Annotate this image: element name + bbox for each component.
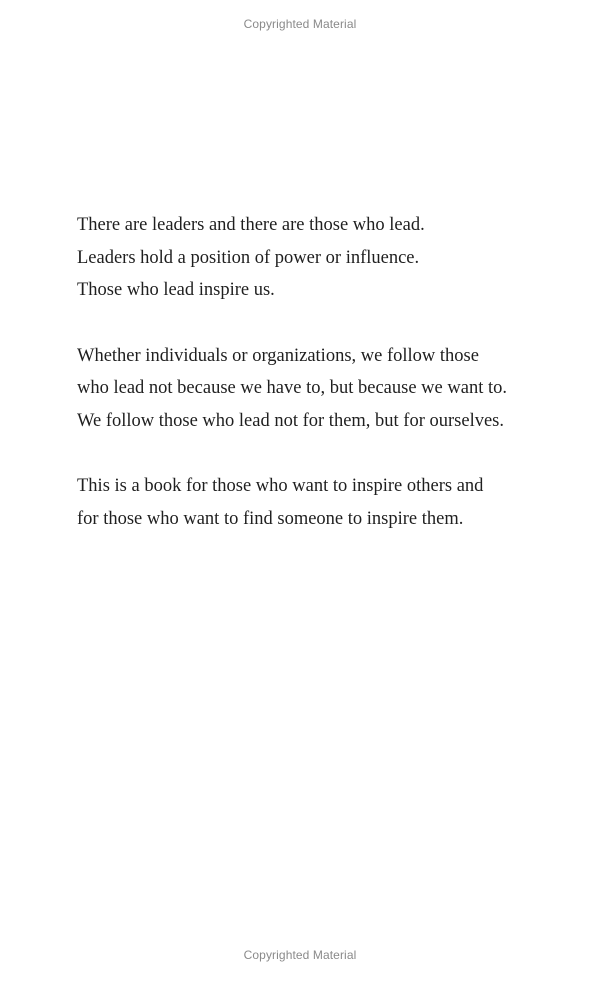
text-line: for those who want to find someone to inspire them. [77, 508, 464, 529]
text-line: Those who lead inspire us. [77, 280, 275, 300]
paragraph-purpose [77, 470, 557, 535]
paragraph-follow [77, 340, 557, 438]
text-line: We follow those who lead not for them, but for ourselves. [77, 410, 504, 431]
copyright-watermark-bottom: Copyrighted Material [243, 948, 357, 962]
text-line: Whether individuals or organizations, we follow those [77, 345, 479, 366]
epigraph-text [77, 209, 557, 568]
text-line: Leaders hold a position of power or influence. [77, 247, 420, 268]
paragraph-leaders [77, 209, 557, 307]
text-line: who lead not because we have to, but because we want to. [77, 378, 507, 398]
copyright-watermark-top: Copyrighted Material [243, 17, 357, 31]
text-line: This is a book for those who want to inspire others and [77, 476, 484, 496]
text-line: There are leaders and there are those who lead. [77, 215, 425, 235]
